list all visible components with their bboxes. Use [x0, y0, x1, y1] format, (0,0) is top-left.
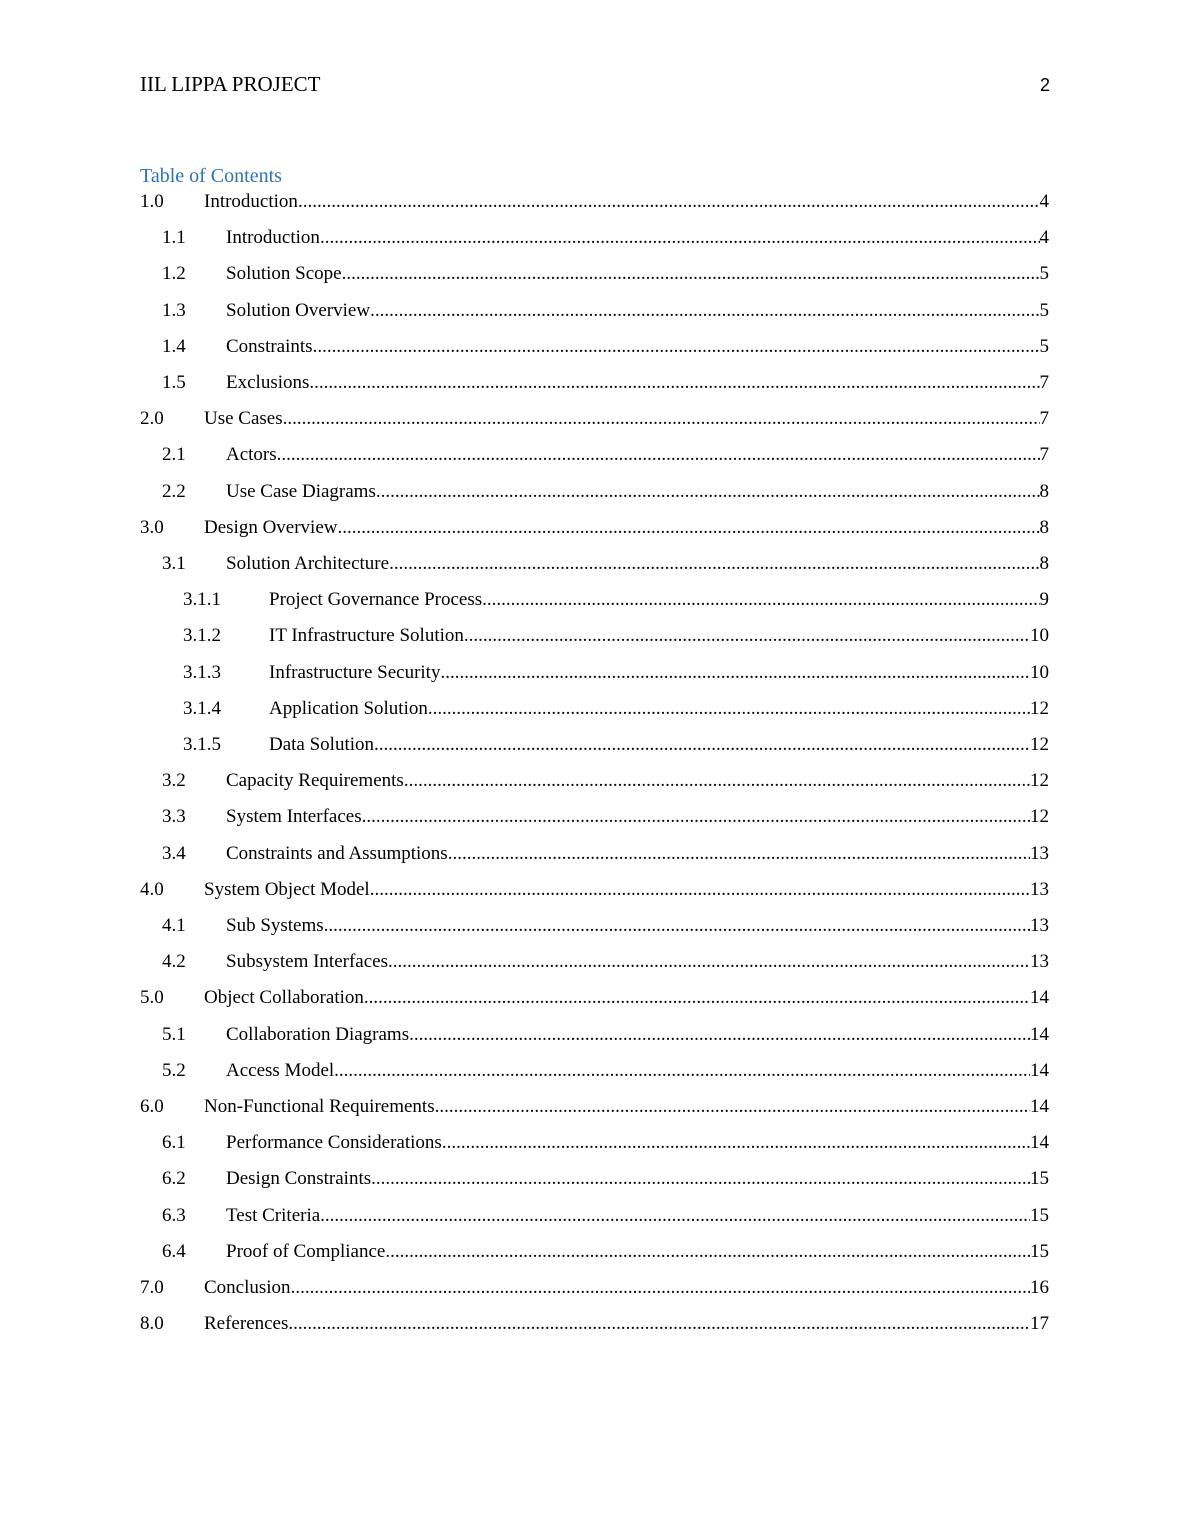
- toc-entry[interactable]: [140, 877, 1049, 903]
- toc-entry-title: Performance Considerations: [226, 1132, 442, 1154]
- toc-entry-number: 3.1.3: [183, 661, 221, 683]
- toc-entry[interactable]: [140, 225, 1049, 251]
- toc-dot-leader: [435, 1094, 1030, 1120]
- toc-entry-page: 7: [1039, 372, 1049, 393]
- toc-entry-page: 13: [1030, 842, 1049, 864]
- toc-entry-page: 12: [1030, 697, 1049, 719]
- toc-dot-leader: [283, 406, 1040, 432]
- toc-entry-number: 6.1: [162, 1132, 186, 1154]
- toc-entry-title: References: [204, 1313, 289, 1335]
- toc-entry-title: Design Overview: [204, 516, 338, 538]
- toc-entry-title: Actors: [226, 444, 277, 466]
- toc-entry-title: IT Infrastructure Solution: [269, 625, 464, 647]
- toc-entry[interactable]: [140, 1239, 1049, 1265]
- toc-entry[interactable]: [140, 696, 1049, 722]
- toc-entry[interactable]: [140, 551, 1049, 577]
- toc-dot-leader: [324, 913, 1030, 939]
- toc-entry-title: Solution Overview: [226, 299, 371, 321]
- toc-entry-number: 1.2: [162, 263, 186, 285]
- toc-entry[interactable]: [140, 189, 1049, 215]
- toc-entry-number: 3.1.4: [183, 697, 221, 719]
- toc-entry-title: Proof of Compliance: [226, 1240, 386, 1262]
- toc-entry-page: 10: [1030, 625, 1049, 647]
- header-page-number: 2: [1039, 75, 1050, 95]
- toc-dot-leader: [442, 1130, 1030, 1156]
- toc-entry[interactable]: [140, 1311, 1049, 1337]
- toc-entry-page: 5: [1039, 299, 1049, 321]
- toc-entry-title: Introduction: [226, 227, 320, 249]
- toc-entry-number: 6.3: [162, 1204, 186, 1226]
- toc-dot-leader: [338, 515, 1040, 541]
- toc-dot-leader: [404, 768, 1030, 794]
- toc-entry-page: 9: [1039, 589, 1049, 611]
- toc-entry-page: 12: [1030, 806, 1049, 828]
- toc-entry-title: Project Governance Process: [269, 589, 483, 611]
- toc-dot-leader: [409, 1022, 1030, 1048]
- toc-entry-page: 4: [1039, 227, 1049, 249]
- toc-entry-page: 14: [1030, 1023, 1049, 1045]
- toc-entry[interactable]: [140, 804, 1049, 830]
- toc-dot-leader: [288, 1311, 1030, 1337]
- toc-dot-leader: [277, 442, 1040, 468]
- toc-entry[interactable]: [140, 623, 1049, 649]
- toc-entry[interactable]: [140, 406, 1049, 432]
- toc-entry-page: 13: [1030, 915, 1049, 936]
- toc-entry-number: 4.2: [162, 951, 186, 973]
- toc-entry-number: 3.2: [162, 770, 186, 792]
- toc-entry-title: Object Collaboration: [204, 987, 364, 1009]
- toc-dot-leader: [464, 623, 1030, 649]
- toc-dot-leader: [440, 660, 1030, 686]
- toc-entry[interactable]: [140, 334, 1049, 360]
- toc-entry-title: Use Cases: [204, 408, 283, 430]
- toc-entry-page: 15: [1030, 1204, 1049, 1226]
- toc-entry-number: 3.3: [162, 806, 186, 828]
- toc-dot-leader: [370, 877, 1030, 903]
- toc-entry-number: 2.0: [140, 408, 164, 430]
- toc-entry-title: Constraints: [226, 335, 313, 357]
- toc-entry-page: 7: [1039, 444, 1049, 466]
- toc-entry-number: 6.4: [162, 1240, 186, 1262]
- toc-entry-number: 4.1: [162, 915, 186, 936]
- toc-dot-leader: [428, 696, 1030, 722]
- toc-dot-leader: [313, 334, 1040, 360]
- toc-entry-title: Introduction: [204, 191, 298, 212]
- toc-entry-page: 4: [1039, 191, 1049, 212]
- toc-dot-leader: [334, 1058, 1030, 1084]
- toc-entry[interactable]: [140, 515, 1049, 541]
- toc-entry-page: 14: [1030, 987, 1049, 1009]
- toc-dot-leader: [298, 189, 1040, 215]
- toc-entry-number: 1.4: [162, 335, 186, 357]
- toc-entry[interactable]: [140, 732, 1049, 758]
- toc-entry-title: Subsystem Interfaces: [226, 951, 388, 973]
- toc-dot-leader: [389, 551, 1039, 577]
- toc-dot-leader: [448, 841, 1030, 867]
- toc-entry[interactable]: [140, 985, 1049, 1011]
- toc-dot-leader: [374, 732, 1030, 758]
- toc-entry-page: 14: [1030, 1096, 1049, 1117]
- toc-dot-leader: [370, 298, 1039, 324]
- toc-entry-page: 15: [1030, 1168, 1049, 1190]
- toc-entry-title: System Object Model: [204, 878, 370, 900]
- toc-entry-page: 8: [1039, 553, 1049, 574]
- toc-entry-page: 17: [1030, 1313, 1049, 1335]
- toc-entry-title: Solution Architecture: [226, 553, 390, 574]
- toc-entry-number: 1.0: [140, 191, 164, 212]
- toc-entry-title: Exclusions: [226, 372, 310, 393]
- toc-dot-leader: [376, 479, 1040, 505]
- toc-entry-title: Test Criteria: [226, 1204, 321, 1226]
- toc-entry-number: 5.0: [140, 987, 164, 1009]
- toc-entry-page: 10: [1030, 661, 1049, 683]
- toc-entry-page: 5: [1039, 335, 1049, 357]
- toc-entry[interactable]: [140, 1275, 1049, 1301]
- toc-entry-number: 7.0: [140, 1277, 164, 1298]
- toc-entry[interactable]: [140, 298, 1049, 324]
- toc-dot-leader: [291, 1275, 1030, 1301]
- toc-entry-title: Conclusion: [204, 1277, 291, 1298]
- toc-entry-title: Application Solution: [269, 697, 428, 719]
- toc-entry[interactable]: [140, 841, 1049, 867]
- toc-entry-page: 16: [1030, 1277, 1049, 1298]
- toc-entry[interactable]: [140, 660, 1049, 686]
- toc-entry-page: 8: [1039, 516, 1049, 538]
- toc-entry-title: System Interfaces: [226, 806, 362, 828]
- toc-dot-leader: [371, 1166, 1030, 1192]
- toc-entry-title: Constraints and Assumptions: [226, 842, 448, 864]
- toc-entry-page: 7: [1039, 408, 1049, 430]
- toc-entry-number: 1.3: [162, 299, 186, 321]
- toc-entry-page: 8: [1039, 480, 1049, 502]
- toc-entry[interactable]: [140, 370, 1049, 396]
- toc-entry-number: 6.0: [140, 1096, 164, 1117]
- toc-entry-page: 15: [1030, 1240, 1049, 1262]
- toc-entry-number: 2.1: [162, 444, 186, 466]
- toc-entry-number: 1.5: [162, 372, 186, 393]
- toc-entry-number: 3.1.2: [183, 625, 221, 647]
- toc-entry-title: Collaboration Diagrams: [226, 1023, 410, 1045]
- toc-entry-number: 3.1.5: [183, 734, 221, 755]
- toc-entry-number: 1.1: [162, 227, 186, 249]
- toc-dot-leader: [342, 261, 1040, 287]
- toc-entry-number: 2.2: [162, 480, 186, 502]
- toc-entry-title: Design Constraints: [226, 1168, 372, 1190]
- toc-entry-number: 3.0: [140, 516, 164, 538]
- toc-entry-title: Access Model: [226, 1059, 335, 1081]
- toc-entry-page: 13: [1030, 878, 1049, 900]
- toc-entry-number: 3.1.1: [183, 589, 221, 611]
- toc-entry-number: 4.0: [140, 878, 164, 900]
- toc-entry[interactable]: [140, 587, 1049, 613]
- toc-entry-number: 5.1: [162, 1023, 186, 1045]
- toc-entry[interactable]: [140, 1166, 1049, 1192]
- toc-entry-number: 5.2: [162, 1059, 186, 1081]
- toc-entry-number: 3.1: [162, 553, 186, 574]
- toc-entry[interactable]: [140, 1022, 1049, 1048]
- running-header-title: IIL LIPPA PROJECT: [140, 72, 321, 96]
- toc-entry[interactable]: [140, 1094, 1049, 1120]
- toc-entry[interactable]: [140, 768, 1049, 794]
- toc-entry-title: Data Solution: [269, 734, 375, 755]
- toc-entry[interactable]: [140, 442, 1049, 468]
- toc-entry-title: Solution Scope: [226, 263, 342, 285]
- toc-entry-page: 5: [1039, 263, 1049, 285]
- toc-dot-leader: [364, 985, 1030, 1011]
- toc-entry-title: Sub Systems: [226, 915, 324, 936]
- toc-entry[interactable]: [140, 913, 1049, 939]
- toc-entry-page: 14: [1030, 1132, 1049, 1154]
- toc-entry-title: Use Case Diagrams: [226, 480, 376, 502]
- toc-entry-title: Infrastructure Security: [269, 661, 441, 683]
- toc-entry-page: 12: [1030, 734, 1049, 755]
- toc-dot-leader: [385, 1239, 1030, 1265]
- toc-entry-number: 6.2: [162, 1168, 186, 1190]
- toc-entry[interactable]: [140, 1130, 1049, 1156]
- toc-heading: Table of Contents: [140, 165, 282, 187]
- toc-entry-page: 14: [1030, 1059, 1049, 1081]
- toc-entry-title: Non-Functional Requirements: [204, 1096, 435, 1117]
- toc-entry-number: 8.0: [140, 1313, 164, 1335]
- toc-entry[interactable]: [140, 479, 1049, 505]
- toc-entry[interactable]: [140, 261, 1049, 287]
- toc-entry-title: Capacity Requirements: [226, 770, 404, 792]
- toc-dot-leader: [362, 804, 1030, 830]
- toc-entry[interactable]: [140, 949, 1049, 975]
- toc-dot-leader: [482, 587, 1039, 613]
- toc-entry[interactable]: [140, 1058, 1049, 1084]
- toc-dot-leader: [388, 949, 1030, 975]
- toc-entry[interactable]: [140, 1203, 1049, 1229]
- toc-entry-page: 12: [1030, 770, 1049, 792]
- toc-dot-leader: [320, 1203, 1030, 1229]
- toc-entry-number: 3.4: [162, 842, 186, 864]
- toc-dot-leader: [309, 370, 1039, 396]
- toc-entry-page: 13: [1030, 951, 1049, 973]
- toc-dot-leader: [320, 225, 1040, 251]
